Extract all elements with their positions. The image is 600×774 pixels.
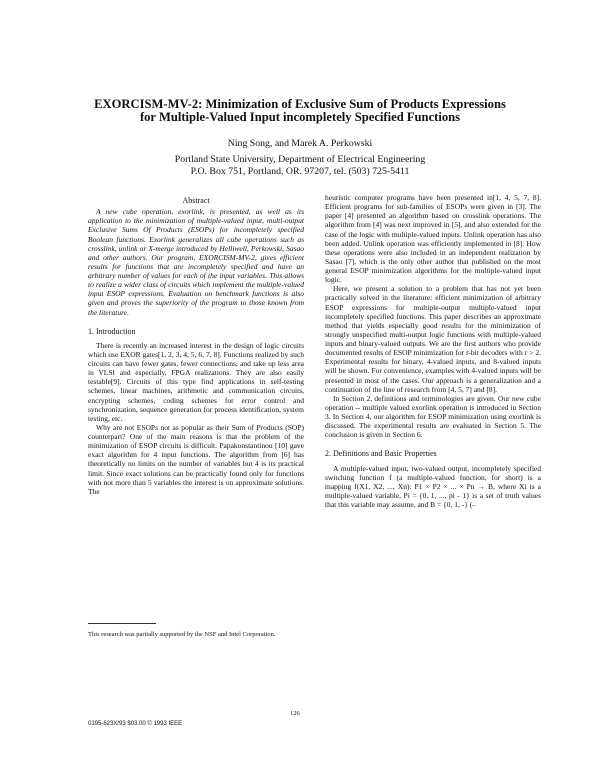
definitions-paragraph-1: A multiple-valued input, two-valued output, incompletely specified switching function f (a multiple-valued function, for short) is a mapping f(X1, X2, ..., Xn): P1 × P2 × ... × Pn → B, where Xi is a multiple-valued variable, Pi = {0, 1, ..., pi - 1} is a set of truth values that this variable may assume, and B = {0, 1, -} (- [325, 463, 541, 509]
footnote-rule [88, 623, 156, 624]
title-line-1: EXORCISM-MV-2: Minimization of Exclusive Sum of Products Expressions [94, 97, 506, 111]
intro-paragraph-2: Why are not ESOPs not as popular as their Sum of Products (SOP) counterpart? One of the main reasons is that the problem of the minimization of ESOP circuits is difficult. Papakonstantinou [10] gave exact algorithm for 4 input functions. The algorithm from [6] has theoretically no limits on the number of variables but 4 is its practical limit. Since exact solutions can be practically found only for functions with not more than 5 variables the interest is on approximate solutions. The [88, 422, 304, 496]
abstract [88, 196, 304, 317]
affiliation: Portland State University, Department of Electrical Engineering [174, 154, 426, 165]
intro-paragraph-1: There is recently an increased interest in the design of logic circuits which use EXOR gates[1, 2, 3, 4, 5, 6, 7, 8]. Functions realized by such circuits can have fewer gates, fewer connections, and take up less area in VLSI and especially, FPGA realizations. They are also easily testable[9]. Circuits of this type find applications in self-testing schemes, linear machines, arithmetic and communication circuits, encrypting schemes, coding schemes for error control and synchronization, sequence generation for process identification, system testing, etc. [88, 340, 304, 423]
title-line-2: for Multiple-Valued Input incompletely Specified Functions [139, 110, 461, 124]
right-paragraph-1: heuristic computer programs have been presented in[1, 4, 5, 7, 8]. Efficient programs for sub-families of ESOPs were given in [3]. The paper [4] presented an algorithm based on crosslink operations. The algorithm from [4] was next improved in [5], and also extended for the case of the logic with multiple-valued inputs. Unlink operation has also been added. Unlink operation was efficiently implemented in [8]. How these operations were also included in an independent realization by Sasao [7], which is the only other author that published on the most general ESOP minimization algorithms for the multiple-valued input logic. [325, 193, 541, 285]
page-number: 126 [290, 710, 300, 717]
copyright-line: 0195-623X/93 $03.00 © 1993 IEEE [88, 721, 183, 727]
affiliation-block [60, 154, 540, 177]
right-paragraph-3: In Section 2, definitions and terminologies are given. Our new cube operation -- multiple valued exorlink operation is introduced in Section 3. In Section 4, our algorithm for ESOP minimization using exorlink is discussed. The experimental results are evaluated in Section 5. The conclusion is given in Section 6. [325, 393, 541, 440]
section-heading-definitions: 2. Definitions and Basic Properties [325, 449, 437, 459]
left-column [88, 196, 304, 496]
right-column [325, 193, 541, 509]
abstract-text: A new cube operation, exorlink, is presented, as well as its application to the minimization of multiple-valued input, multi-output Exclusive Sums Of Products (ESOPs) for incompletely specified Boolean functions. Exorlink generalizes all cube operations such as crosslink, unlink or X-merge introduced by Helliwell, Perkowski, Sasao and other authors. Our program, EXORCISM-MV-2, gives efficient results for functions that are incompletely specified and have an arbitrary number of values for each of the input variables. This allows to realize a wider class of circuits which implement the multiple-valued input ESOP expressions. Evaluation on benchmark functions is also given and proves the superiority of the program to those known from the literature. [88, 207, 304, 317]
address: P.O. Box 751, Portland, OR. 97207, tel. (503) 725-5411 [190, 165, 410, 177]
section-heading-introduction: 1. Introduction [88, 326, 136, 336]
footnote: This research was partially supported by the NSF and Intel Corporation. [88, 631, 276, 638]
right-paragraph-2: Here, we present a solution to a problem that has not yet been practically solved in the literature: efficient minimization of arbitrary ESOP expressions for multiple-output multiple-valued input incompletely specified functions. This paper describes an approximate method that yields especially good results for the minimization of strongly unspecified multi-output logic functions with multiple-valued inputs and binary-valued outputs. We are the first authors who provide documented results of ESOP minimization for r-bit decoders with r > 2. Experimental results for binary, 4-valued inputs, and 8-valued inputs will be shown. For convenience, examples with 4-valued inputs will be presented in most of the cases. Our approach is a generalization and a continuation of the line of research from [4, 5, 7] and [8]. [325, 284, 541, 394]
abstract-heading: Abstract [182, 196, 210, 205]
authors: Ning Song, and Marek A. Perkowski [227, 138, 373, 149]
paper-title [60, 98, 540, 124]
